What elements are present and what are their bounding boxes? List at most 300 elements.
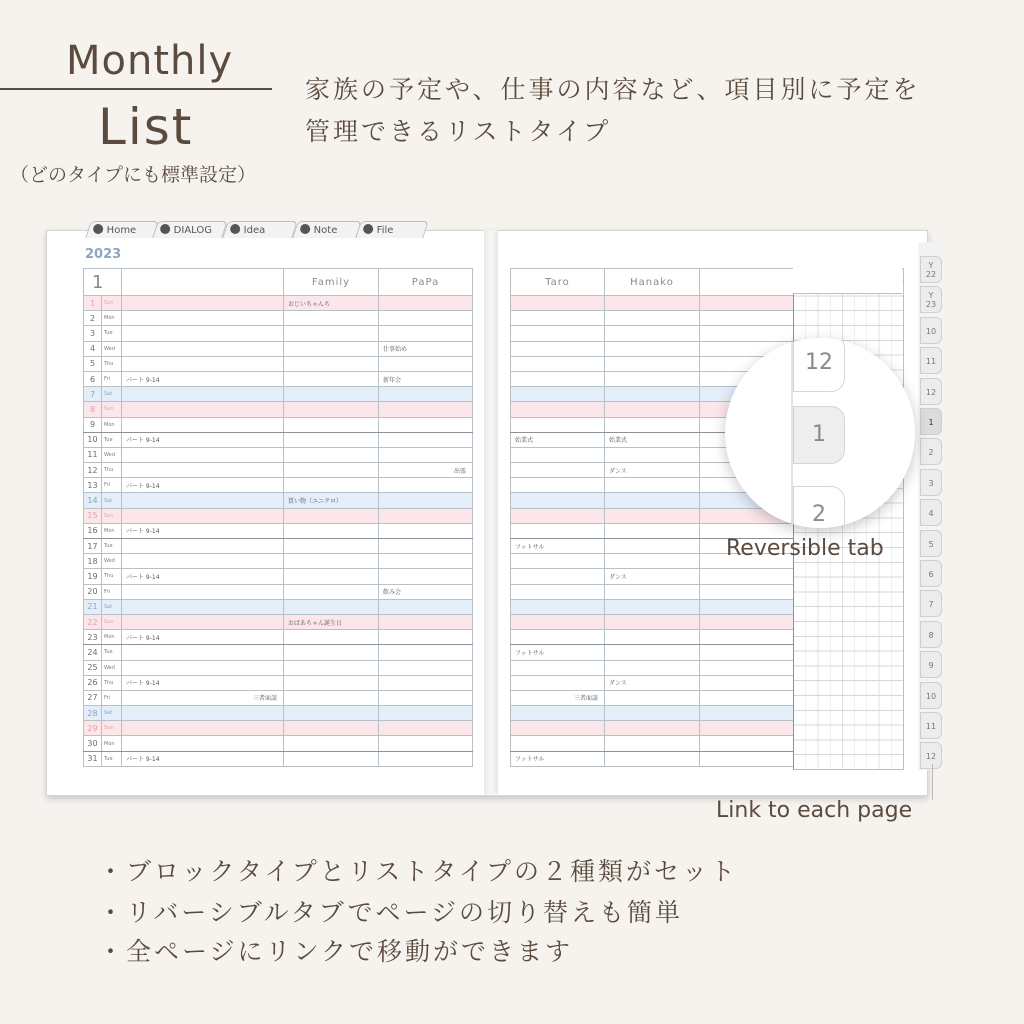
taro-cell[interactable]: [511, 296, 605, 311]
year-label: 2023: [85, 247, 122, 262]
extra-cell[interactable]: [700, 614, 794, 629]
day-number[interactable]: 21: [84, 599, 102, 614]
hanako-cell[interactable]: [605, 751, 700, 766]
day-number[interactable]: 20: [84, 584, 102, 599]
top-tab-file[interactable]: [355, 221, 429, 238]
side-tab-11[interactable]: 11: [920, 712, 942, 739]
hanako-cell[interactable]: [605, 493, 700, 508]
day-row-right: [511, 721, 794, 736]
day-row-left: [84, 721, 473, 736]
weekday-label[interactable]: Tue: [102, 539, 122, 554]
memo-cell[interactable]: [122, 447, 284, 462]
papa-cell[interactable]: [379, 706, 473, 721]
day-row-left: [84, 417, 473, 432]
day-row-left: [84, 493, 473, 508]
day-number[interactable]: 6: [84, 371, 102, 386]
papa-cell[interactable]: [379, 645, 473, 660]
link-pointer-line: [932, 764, 933, 800]
family-cell[interactable]: おばあちゃん誕生日: [284, 614, 379, 629]
papa-cell[interactable]: [379, 554, 473, 569]
hanako-cell[interactable]: ダンス: [605, 675, 700, 690]
weekday-label[interactable]: Mon: [102, 523, 122, 538]
day-number[interactable]: 2: [84, 311, 102, 326]
taro-cell[interactable]: 三者面談: [511, 690, 605, 705]
left-page-table: [83, 268, 473, 767]
papa-cell[interactable]: [379, 675, 473, 690]
day-number[interactable]: 26: [84, 675, 102, 690]
side-tab-12[interactable]: 12: [920, 378, 942, 405]
memo-cell[interactable]: [122, 296, 284, 311]
side-tab-9[interactable]: 9: [920, 651, 942, 678]
folder-icon: [363, 224, 373, 234]
taro-cell[interactable]: [511, 721, 605, 736]
weekday-label[interactable]: Mon: [102, 630, 122, 645]
papa-cell[interactable]: [379, 569, 473, 584]
side-tab-12[interactable]: 12: [920, 742, 942, 769]
weekday-label[interactable]: Sat: [102, 706, 122, 721]
weekday-label[interactable]: Sun: [102, 614, 122, 629]
memo-cell[interactable]: [122, 356, 284, 371]
taro-cell[interactable]: [511, 660, 605, 675]
hanako-cell[interactable]: [605, 478, 700, 493]
memo-cell[interactable]: [122, 736, 284, 751]
top-tab-idea[interactable]: [222, 221, 298, 238]
memo-cell[interactable]: パート 9-14: [122, 523, 284, 538]
papa-cell[interactable]: [379, 402, 473, 417]
hanako-cell[interactable]: ダンス: [605, 569, 700, 584]
weekday-label[interactable]: Mon: [102, 417, 122, 432]
weekday-label[interactable]: Mon: [102, 736, 122, 751]
day-number[interactable]: 27: [84, 690, 102, 705]
day-row-left: [84, 311, 473, 326]
day-row-right: [511, 311, 794, 326]
dot-grid-header: [793, 268, 902, 294]
memo-cell[interactable]: パート 9-14: [122, 478, 284, 493]
papa-cell[interactable]: 新年会: [379, 371, 473, 386]
day-number[interactable]: 16: [84, 523, 102, 538]
hanako-cell[interactable]: [605, 554, 700, 569]
extra-cell[interactable]: [700, 296, 794, 311]
taro-cell[interactable]: [511, 356, 605, 371]
family-cell[interactable]: [284, 508, 379, 523]
day-row-right: [511, 630, 794, 645]
day-number[interactable]: 10: [84, 432, 102, 447]
hanako-cell[interactable]: [605, 371, 700, 386]
papa-cell[interactable]: [379, 523, 473, 538]
day-number[interactable]: 3: [84, 326, 102, 341]
family-cell[interactable]: [284, 645, 379, 660]
extra-cell[interactable]: [700, 584, 794, 599]
hanako-cell[interactable]: [605, 736, 700, 751]
side-tab-10[interactable]: 10: [920, 317, 942, 344]
memo-cell[interactable]: [122, 660, 284, 675]
memo-cell[interactable]: パート 9-14: [122, 675, 284, 690]
family-cell[interactable]: [284, 311, 379, 326]
papa-cell[interactable]: [379, 493, 473, 508]
zoom-tab-current: 1: [793, 406, 845, 464]
memo-cell[interactable]: 三者面談: [122, 690, 284, 705]
family-cell[interactable]: [284, 539, 379, 554]
hanako-cell[interactable]: [605, 614, 700, 629]
family-cell[interactable]: [284, 569, 379, 584]
taro-cell[interactable]: [511, 371, 605, 386]
extra-cell[interactable]: [700, 675, 794, 690]
day-row-left: [84, 296, 473, 311]
memo-cell[interactable]: [122, 326, 284, 341]
hanako-cell[interactable]: [605, 690, 700, 705]
family-cell[interactable]: 買い物（ユニクロ）: [284, 493, 379, 508]
column-header-taro: Taro: [511, 269, 605, 296]
top-tab-label: DIALOG: [173, 225, 213, 236]
papa-cell[interactable]: [379, 432, 473, 447]
day-number[interactable]: 11: [84, 447, 102, 462]
extra-cell[interactable]: [700, 690, 794, 705]
weekday-label[interactable]: Sat: [102, 387, 122, 402]
hanako-cell[interactable]: [605, 356, 700, 371]
weekday-label[interactable]: Tue: [102, 326, 122, 341]
family-cell[interactable]: [284, 751, 379, 766]
weekday-label[interactable]: Thu: [102, 675, 122, 690]
day-number[interactable]: 28: [84, 706, 102, 721]
hanako-cell[interactable]: [605, 706, 700, 721]
family-cell[interactable]: [284, 690, 379, 705]
family-cell[interactable]: [284, 447, 379, 462]
family-cell[interactable]: [284, 371, 379, 386]
side-tab-1[interactable]: 1: [920, 408, 942, 435]
side-tab-10[interactable]: 10: [920, 682, 942, 709]
day-number[interactable]: 23: [84, 630, 102, 645]
top-tab-note[interactable]: [292, 221, 362, 238]
hanako-cell[interactable]: [605, 326, 700, 341]
weekday-label[interactable]: Sun: [102, 508, 122, 523]
papa-cell[interactable]: [379, 356, 473, 371]
memo-cell[interactable]: [122, 554, 284, 569]
memo-cell[interactable]: [122, 341, 284, 356]
weekday-label[interactable]: Thu: [102, 569, 122, 584]
hanako-cell[interactable]: [605, 341, 700, 356]
day-row-right: [511, 614, 794, 629]
papa-cell[interactable]: 出張: [379, 463, 473, 478]
memo-cell[interactable]: [122, 599, 284, 614]
hanako-cell[interactable]: [605, 660, 700, 675]
family-cell[interactable]: [284, 736, 379, 751]
top-tab-label: Note: [313, 225, 338, 236]
memo-cell[interactable]: [122, 463, 284, 478]
family-cell[interactable]: [284, 554, 379, 569]
weekday-label[interactable]: Fri: [102, 371, 122, 386]
family-cell[interactable]: [284, 706, 379, 721]
hanako-cell[interactable]: [605, 296, 700, 311]
day-row-right: [511, 736, 794, 751]
target-icon: [160, 224, 170, 234]
family-cell[interactable]: [284, 478, 379, 493]
hanako-cell[interactable]: [605, 539, 700, 554]
extra-cell[interactable]: [700, 311, 794, 326]
side-tab-3[interactable]: 3: [920, 469, 942, 496]
hanako-cell[interactable]: [605, 447, 700, 462]
family-cell[interactable]: おじいちゃんち: [284, 296, 379, 311]
taro-cell[interactable]: [511, 554, 605, 569]
papa-cell[interactable]: [379, 660, 473, 675]
hanako-cell[interactable]: [605, 584, 700, 599]
weekday-label[interactable]: Wed: [102, 554, 122, 569]
day-number[interactable]: 13: [84, 478, 102, 493]
side-tab-4[interactable]: 4: [920, 499, 942, 526]
day-number[interactable]: 30: [84, 736, 102, 751]
taro-cell[interactable]: [511, 341, 605, 356]
papa-cell[interactable]: [379, 690, 473, 705]
memo-cell[interactable]: [122, 493, 284, 508]
day-row-left: [84, 569, 473, 584]
reversible-tab-zoom: [725, 338, 915, 528]
taro-cell[interactable]: フットサル: [511, 645, 605, 660]
family-cell[interactable]: [284, 721, 379, 736]
day-row-right: [511, 751, 794, 766]
taro-cell[interactable]: [511, 417, 605, 432]
day-number[interactable]: 29: [84, 721, 102, 736]
zoom-tab-next: 2: [793, 486, 845, 528]
taro-cell[interactable]: フットサル: [511, 539, 605, 554]
taro-cell[interactable]: [511, 584, 605, 599]
day-row-left: [84, 660, 473, 675]
weekday-label[interactable]: Tue: [102, 751, 122, 766]
taro-cell[interactable]: [511, 402, 605, 417]
papa-cell[interactable]: [379, 630, 473, 645]
weekday-label[interactable]: Thu: [102, 463, 122, 478]
papa-cell[interactable]: [379, 721, 473, 736]
family-cell[interactable]: [284, 584, 379, 599]
memo-cell[interactable]: パート 9-14: [122, 371, 284, 386]
taro-cell[interactable]: [511, 614, 605, 629]
family-cell[interactable]: [284, 417, 379, 432]
day-number[interactable]: 24: [84, 645, 102, 660]
side-tab-7[interactable]: 7: [920, 590, 942, 617]
extra-cell[interactable]: [700, 751, 794, 766]
family-cell[interactable]: [284, 341, 379, 356]
column-header-family: Family: [284, 269, 379, 296]
hanako-cell[interactable]: [605, 387, 700, 402]
side-tab-y22[interactable]: Y 22: [920, 256, 942, 283]
memo-cell[interactable]: パート 9-14: [122, 751, 284, 766]
papa-cell[interactable]: [379, 326, 473, 341]
papa-cell[interactable]: [379, 387, 473, 402]
top-tab-dialog[interactable]: [152, 221, 228, 238]
top-tab-home[interactable]: [85, 221, 159, 238]
taro-cell[interactable]: [511, 523, 605, 538]
extra-cell[interactable]: [700, 660, 794, 675]
memo-cell[interactable]: [122, 614, 284, 629]
day-number[interactable]: 15: [84, 508, 102, 523]
weekday-label[interactable]: Sat: [102, 493, 122, 508]
hanako-cell[interactable]: [605, 721, 700, 736]
taro-cell[interactable]: [511, 630, 605, 645]
papa-cell[interactable]: 飲み会: [379, 584, 473, 599]
papa-cell[interactable]: [379, 296, 473, 311]
day-number[interactable]: 19: [84, 569, 102, 584]
family-cell[interactable]: [284, 660, 379, 675]
taro-cell[interactable]: [511, 311, 605, 326]
side-tab-2[interactable]: 2: [920, 438, 942, 465]
day-row-right: [511, 675, 794, 690]
description-line-2: 管理できるリストタイプ: [305, 117, 612, 146]
weekday-label[interactable]: Fri: [102, 690, 122, 705]
day-number[interactable]: 22: [84, 614, 102, 629]
side-tab-11[interactable]: 11: [920, 347, 942, 374]
family-cell[interactable]: [284, 630, 379, 645]
family-cell[interactable]: [284, 432, 379, 447]
side-tab-8[interactable]: 8: [920, 621, 942, 648]
day-number[interactable]: 25: [84, 660, 102, 675]
taro-cell[interactable]: [511, 569, 605, 584]
papa-cell[interactable]: [379, 736, 473, 751]
family-cell[interactable]: [284, 356, 379, 371]
weekday-label[interactable]: Tue: [102, 432, 122, 447]
family-cell[interactable]: [284, 463, 379, 478]
weekday-label[interactable]: Sun: [102, 296, 122, 311]
day-number[interactable]: 12: [84, 463, 102, 478]
family-cell[interactable]: [284, 387, 379, 402]
hanako-cell[interactable]: ダンス: [605, 463, 700, 478]
day-row-left: [84, 432, 473, 447]
extra-cell[interactable]: [700, 630, 794, 645]
day-row-left: [84, 356, 473, 371]
memo-cell[interactable]: [122, 387, 284, 402]
title-divider: [0, 88, 272, 90]
memo-cell[interactable]: [122, 508, 284, 523]
papa-cell[interactable]: [379, 539, 473, 554]
day-row-left: [84, 614, 473, 629]
taro-cell[interactable]: [511, 463, 605, 478]
day-row-left: [84, 736, 473, 751]
extra-cell[interactable]: [700, 326, 794, 341]
day-row-right: [511, 706, 794, 721]
extra-cell[interactable]: [700, 599, 794, 614]
weekday-label[interactable]: Thu: [102, 356, 122, 371]
extra-cell[interactable]: [700, 645, 794, 660]
hanako-cell[interactable]: [605, 311, 700, 326]
lightbulb-icon: [230, 224, 240, 234]
side-tab-5[interactable]: 5: [920, 530, 942, 557]
day-number[interactable]: 5: [84, 356, 102, 371]
day-number[interactable]: 9: [84, 417, 102, 432]
day-row-left: [84, 630, 473, 645]
day-number[interactable]: 17: [84, 539, 102, 554]
memo-cell[interactable]: パート 9-14: [122, 630, 284, 645]
day-number[interactable]: 1: [84, 296, 102, 311]
memo-cell[interactable]: [122, 417, 284, 432]
memo-cell[interactable]: パート 9-14: [122, 432, 284, 447]
day-row-left: [84, 645, 473, 660]
papa-cell[interactable]: [379, 508, 473, 523]
memo-cell[interactable]: [122, 311, 284, 326]
family-cell[interactable]: [284, 523, 379, 538]
hanako-cell[interactable]: [605, 523, 700, 538]
taro-cell[interactable]: [511, 599, 605, 614]
papa-cell[interactable]: [379, 417, 473, 432]
taro-cell[interactable]: [511, 508, 605, 523]
papa-cell[interactable]: [379, 311, 473, 326]
hanako-cell[interactable]: [605, 508, 700, 523]
family-cell[interactable]: [284, 599, 379, 614]
weekday-label[interactable]: Sun: [102, 402, 122, 417]
memo-cell[interactable]: [122, 706, 284, 721]
weekday-label[interactable]: Mon: [102, 311, 122, 326]
hanako-cell[interactable]: [605, 402, 700, 417]
side-tab-6[interactable]: 6: [920, 560, 942, 587]
day-number[interactable]: 7: [84, 387, 102, 402]
taro-cell[interactable]: [511, 447, 605, 462]
extra-cell[interactable]: [700, 721, 794, 736]
weekday-label[interactable]: Sun: [102, 721, 122, 736]
memo-cell[interactable]: パート 9-14: [122, 569, 284, 584]
hanako-cell[interactable]: [605, 599, 700, 614]
family-cell[interactable]: [284, 402, 379, 417]
day-row-left: [84, 675, 473, 690]
extra-cell[interactable]: [700, 706, 794, 721]
day-number[interactable]: 8: [84, 402, 102, 417]
extra-cell[interactable]: [700, 569, 794, 584]
day-row-left: [84, 523, 473, 538]
taro-cell[interactable]: [511, 493, 605, 508]
taro-cell[interactable]: [511, 736, 605, 751]
hanako-cell[interactable]: [605, 417, 700, 432]
memo-cell[interactable]: [122, 645, 284, 660]
family-cell[interactable]: [284, 675, 379, 690]
hanako-cell[interactable]: [605, 630, 700, 645]
zoom-tab-prev: 12: [793, 338, 845, 392]
memo-cell[interactable]: [122, 721, 284, 736]
weekday-label[interactable]: Wed: [102, 447, 122, 462]
day-number[interactable]: 18: [84, 554, 102, 569]
papa-cell[interactable]: [379, 599, 473, 614]
weekday-label[interactable]: Sat: [102, 599, 122, 614]
hanako-cell[interactable]: 始業式: [605, 432, 700, 447]
weekday-label[interactable]: Wed: [102, 341, 122, 356]
taro-cell[interactable]: [511, 326, 605, 341]
day-row-left: [84, 508, 473, 523]
papa-cell[interactable]: [379, 614, 473, 629]
weekday-label[interactable]: Tue: [102, 645, 122, 660]
day-row-right: [511, 645, 794, 660]
day-row-left: [84, 539, 473, 554]
memo-cell[interactable]: [122, 539, 284, 554]
papa-cell[interactable]: [379, 751, 473, 766]
day-number[interactable]: 31: [84, 751, 102, 766]
day-row-left: [84, 402, 473, 417]
taro-cell[interactable]: [511, 706, 605, 721]
weekday-label[interactable]: Fri: [102, 478, 122, 493]
feature-bullet-3: ・全ページにリンクで移動ができます: [98, 937, 574, 966]
memo-cell[interactable]: [122, 402, 284, 417]
papa-cell[interactable]: [379, 447, 473, 462]
taro-cell[interactable]: [511, 675, 605, 690]
taro-cell[interactable]: 始業式: [511, 432, 605, 447]
papa-cell[interactable]: 仕事始め: [379, 341, 473, 356]
day-number[interactable]: 4: [84, 341, 102, 356]
taro-cell[interactable]: [511, 387, 605, 402]
family-cell[interactable]: [284, 326, 379, 341]
hanako-cell[interactable]: [605, 645, 700, 660]
taro-cell[interactable]: [511, 478, 605, 493]
weekday-label[interactable]: Fri: [102, 584, 122, 599]
taro-cell[interactable]: フットサル: [511, 751, 605, 766]
side-tab-y23[interactable]: Y 23: [920, 286, 942, 313]
weekday-label[interactable]: Wed: [102, 660, 122, 675]
memo-cell[interactable]: [122, 584, 284, 599]
papa-cell[interactable]: [379, 478, 473, 493]
day-number[interactable]: 14: [84, 493, 102, 508]
extra-cell[interactable]: [700, 736, 794, 751]
